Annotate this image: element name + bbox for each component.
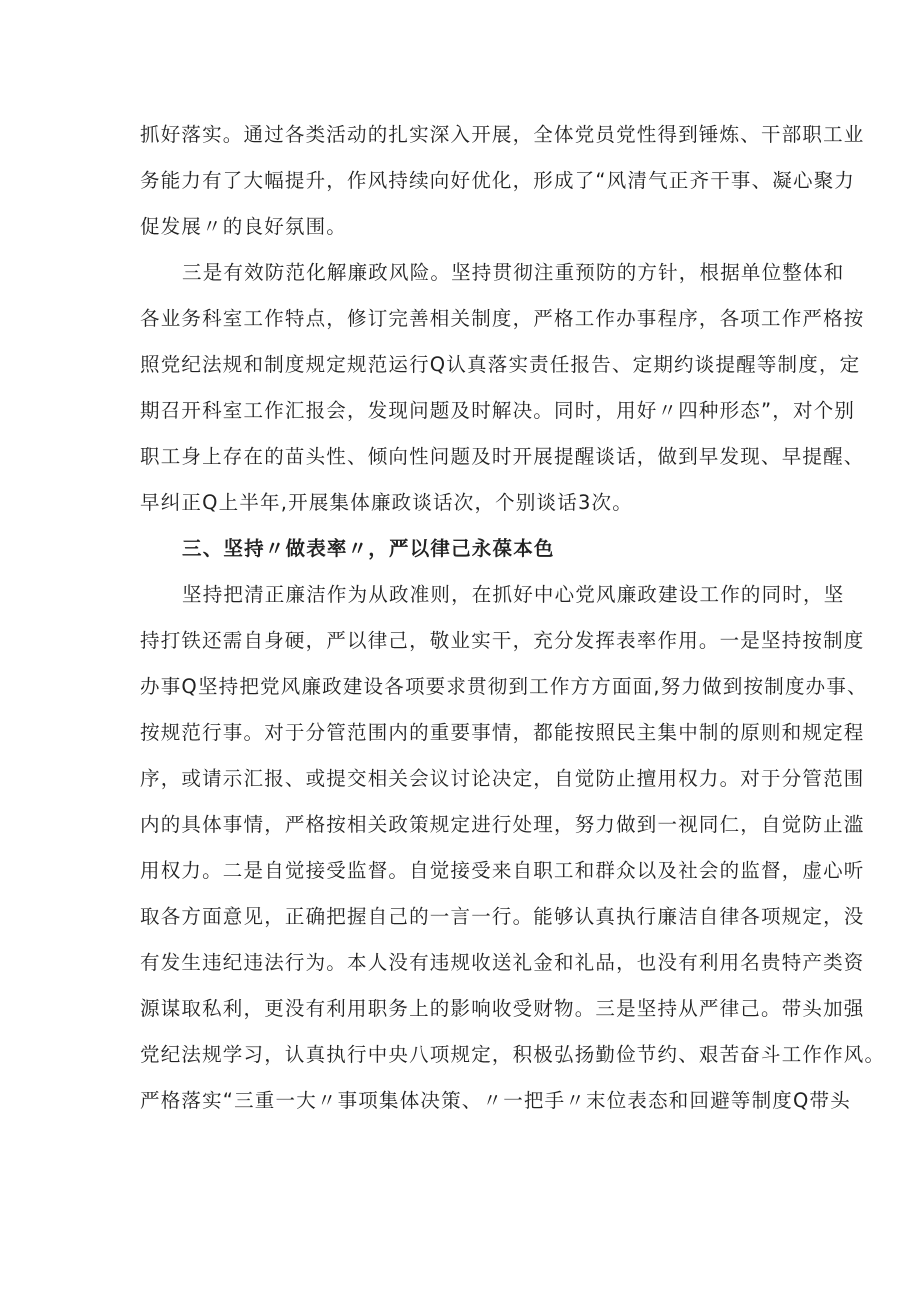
text-line: 源谋取私利，更没有利用职务上的影响收受财物。三是坚持从严律己。带头加强 [140, 997, 865, 1020]
text-line: 党纪法规学习，认真执行中央八项规定，积极弘扬勤俭节约、艰苦奋斗工作作风。 [140, 1043, 886, 1066]
section-heading: 三、坚持〃做表率〃，严以律己永葆本色 [182, 537, 555, 560]
text-line: 有发生违纪违法行为。本人没有违规收送礼金和礼品，也没有利用名贵特产类资 [140, 951, 865, 974]
text-line: 序，或请示汇报、或提交相关会议讨论决定，自觉防止擅用权力。对于分管范围 [140, 767, 865, 790]
text-line: 务能力有了大幅提升，作风持续向好优化，形成了“风清气正齐干事、凝心聚力 [140, 169, 856, 192]
text-line: 各业务科室工作特点，修订完善相关制度，严格工作办事程序，各项工作严格按 [140, 307, 865, 330]
text-line: 用权力。二是自觉接受监督。自觉接受来自职工和群众以及社会的监督，虚心听 [140, 859, 865, 882]
text-line: 取各方面意见，正确把握自己的一言一行。能够认真执行廉洁自律各项规定，没 [140, 905, 865, 928]
text-line: 按规范行事。对于分管范围内的重要事情，都能按照民主集中制的原则和规定程 [140, 721, 865, 744]
text-line: 早纠正Q上半年,开展集体廉政谈话次，个别谈话3次。 [140, 491, 633, 514]
text-line: 照党纪法规和制度规定规范运行Q认真落实责任报告、定期约谈提醒等制度，定 [140, 353, 861, 376]
text-line: 持打铁还需自身硬，严以律己，敬业实干，充分发挥表率作用。一是坚持按制度 [140, 629, 865, 652]
text-line: 内的具体事情，严格按相关政策规定进行处理，努力做到一视同仁，自觉防止滥 [140, 813, 865, 836]
text-line: 期召开科室工作汇报会，发现问题及时解决。同时，用好〃四种形态”，对个别 [140, 399, 856, 422]
paragraph-start-line: 三是有效防范化解廉政风险。坚持贯彻注重预防的方针，根据单位整体和 [182, 261, 845, 284]
text-line: 抓好落实。通过各类活动的扎实深入开展，全体党员党性得到锤炼、干部职工业 [140, 123, 865, 146]
paragraph-start-line: 坚持把清正廉洁作为从政准则，在抓好中心党风廉政建设工作的同时，坚 [182, 583, 845, 606]
text-line: 职工身上存在的苗头性、倾向性问题及时开展提醒谈话，做到早发现、早提醒、 [140, 445, 865, 468]
text-line: 办事Q坚持把党风廉政建设各项要求贯彻到工作方方面面,努力做到按制度办事、 [140, 675, 868, 698]
text-line: 促发展〃的良好氛围。 [140, 215, 348, 238]
document-body [140, 112, 886, 1124]
text-line: 严格落实“三重一大〃事项集体决策、〃一把手〃末位表态和回避等制度Q带头 [140, 1089, 851, 1112]
